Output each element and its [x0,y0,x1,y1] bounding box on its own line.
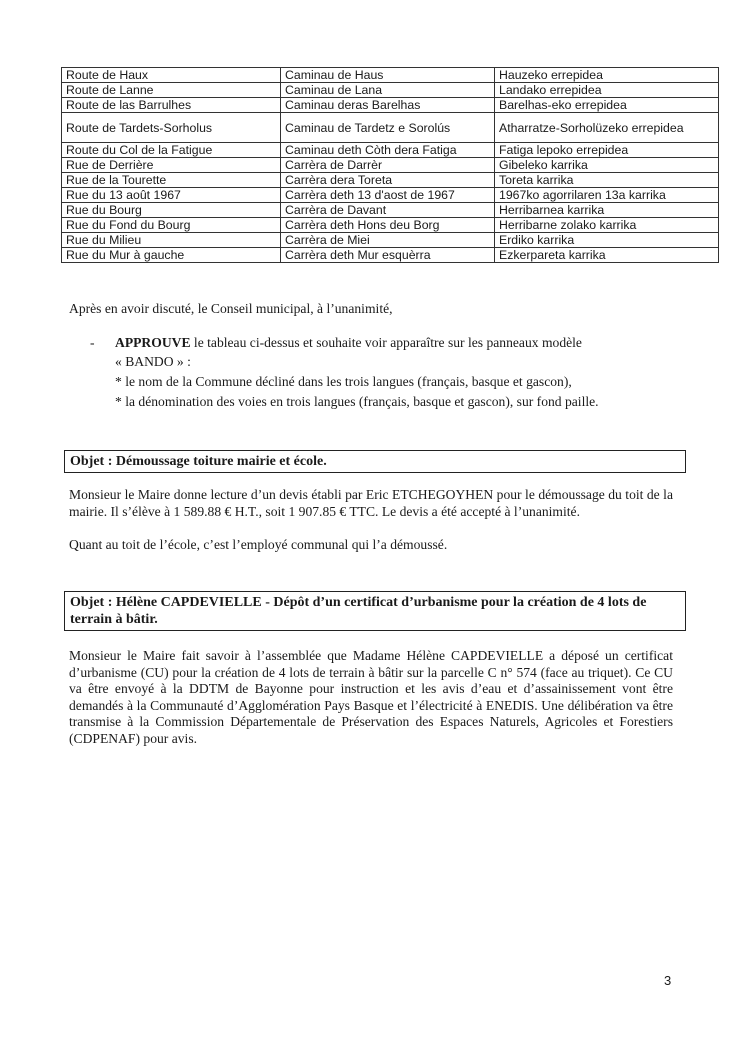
section-title-certificat: Objet : Hélène CAPDEVIELLE - Dépôt d’un certificat d’urbanisme pour la création de 4 lots de terrain à bâtir. [64,591,686,631]
basque-name-cell: Herribarnea karrika [495,203,719,218]
french-name-cell: Route de Tardets-Sorholus [62,113,281,143]
approve-keyword: APPROUVE [115,335,191,350]
gascon-name-cell: Caminau de Haus [281,68,495,83]
gascon-name-cell: Carrèra de Darrèr [281,158,495,173]
ecole-paragraph: Quant au toit de l’école, c’est l’employé communal qui l’a démoussé. [69,537,448,552]
french-name-cell: Rue du Fond du Bourg [62,218,281,233]
section-title-demoussage: Objet : Démoussage toiture mairie et école. [64,450,686,473]
table-row [62,143,719,158]
basque-name-cell: Gibeleko karrika [495,158,719,173]
table-row [62,188,719,203]
french-name-cell: Rue du Bourg [62,203,281,218]
intro-paragraph: Après en avoir discuté, le Conseil municipal, à l’unanimité, [69,301,393,316]
french-name-cell: Route de Lanne [62,83,281,98]
basque-name-cell: Erdiko karrika [495,233,719,248]
bullet-street-names: * la dénomination des voies en trois langues (français, basque et gascon), sur fond paille. [115,394,599,409]
approval-text: le tableau ci-dessus et souhaite voir apparaître sur les panneaux modèle [190,335,582,350]
table-row [62,248,719,263]
table-row [62,98,719,113]
bullet-commune-name: * le nom de la Commune décliné dans les trois langues (français, basque et gascon), [115,374,572,389]
gascon-name-cell: Caminau deth Còth dera Fatiga [281,143,495,158]
table-row [62,113,719,143]
basque-name-cell: Toreta karrika [495,173,719,188]
table-row [62,83,719,98]
french-name-cell: Route du Col de la Fatigue [62,143,281,158]
basque-name-cell: Fatiga lepoko errepidea [495,143,719,158]
basque-name-cell: Ezkerpareta karrika [495,248,719,263]
gascon-name-cell: Carrèra dera Toreta [281,173,495,188]
french-name-cell: Route de las Barrulhes [62,98,281,113]
table-row [62,68,719,83]
french-name-cell: Rue du Milieu [62,233,281,248]
street-names-body [62,68,719,263]
gascon-name-cell: Carrèra deth Hons deu Borg [281,218,495,233]
approval-line-1 [115,333,582,353]
basque-name-cell: Atharratze-Sorholüzeko errepidea [495,113,719,143]
gascon-name-cell: Caminau de Lana [281,83,495,98]
basque-name-cell: Barelhas-eko errepidea [495,98,719,113]
street-names-table [61,67,719,263]
table-row [62,158,719,173]
french-name-cell: Rue du Mur à gauche [62,248,281,263]
gascon-name-cell: Carrèra de Miei [281,233,495,248]
gascon-name-cell: Carrèra deth Mur esquèrra [281,248,495,263]
gascon-name-cell: Caminau deras Barelhas [281,98,495,113]
basque-name-cell: Hauzeko errepidea [495,68,719,83]
french-name-cell: Rue de Derrière [62,158,281,173]
list-dash: - [90,335,95,350]
french-name-cell: Rue de la Tourette [62,173,281,188]
bando-line: « BANDO » : [115,354,191,369]
table-row [62,173,719,188]
gascon-name-cell: Carrèra de Davant [281,203,495,218]
basque-name-cell: Landako errepidea [495,83,719,98]
french-name-cell: Route de Haux [62,68,281,83]
gascon-name-cell: Carrèra deth 13 d'aost de 1967 [281,188,495,203]
demoussage-paragraph: Monsieur le Maire donne lecture d’un devis établi par Eric ETCHEGOYHEN pour le démoussage du toit de la mairie. Il s’élève à 1 589.88 € H.T., soit 1 907.85 € TTC. Le devis a été accepté à l’unanimité. [69,487,673,519]
basque-name-cell: Herribarne zolako karrika [495,218,719,233]
table-row [62,233,719,248]
french-name-cell: Rue du 13 août 1967 [62,188,281,203]
gascon-name-cell: Caminau de Tardetz e Sorolús [281,113,495,143]
table-row [62,203,719,218]
table-row [62,218,719,233]
basque-name-cell: 1967ko agorrilaren 13a karrika [495,188,719,203]
page-number: 3 [664,973,672,988]
certificat-paragraph: Monsieur le Maire fait savoir à l’assemblée que Madame Hélène CAPDEVIELLE a déposé un certificat d’urbanisme (CU) pour la création de 4 lots de terrain à bâtir sur la parcelle C n° 574 (face au triquet). Ce CU va être envoyé à la DDTM de Bayonne pour instruction et les avis d’eau et d’assainissement vont être demandés à la Communauté d’Agglomération Pays Basque et l’électricité à ENEDIS. Une délibération va être transmise à la Commission Départementale de Préservation des Espaces Naturels, Agricoles et Forestiers (CDPENAF) pour avis. [69,648,673,746]
